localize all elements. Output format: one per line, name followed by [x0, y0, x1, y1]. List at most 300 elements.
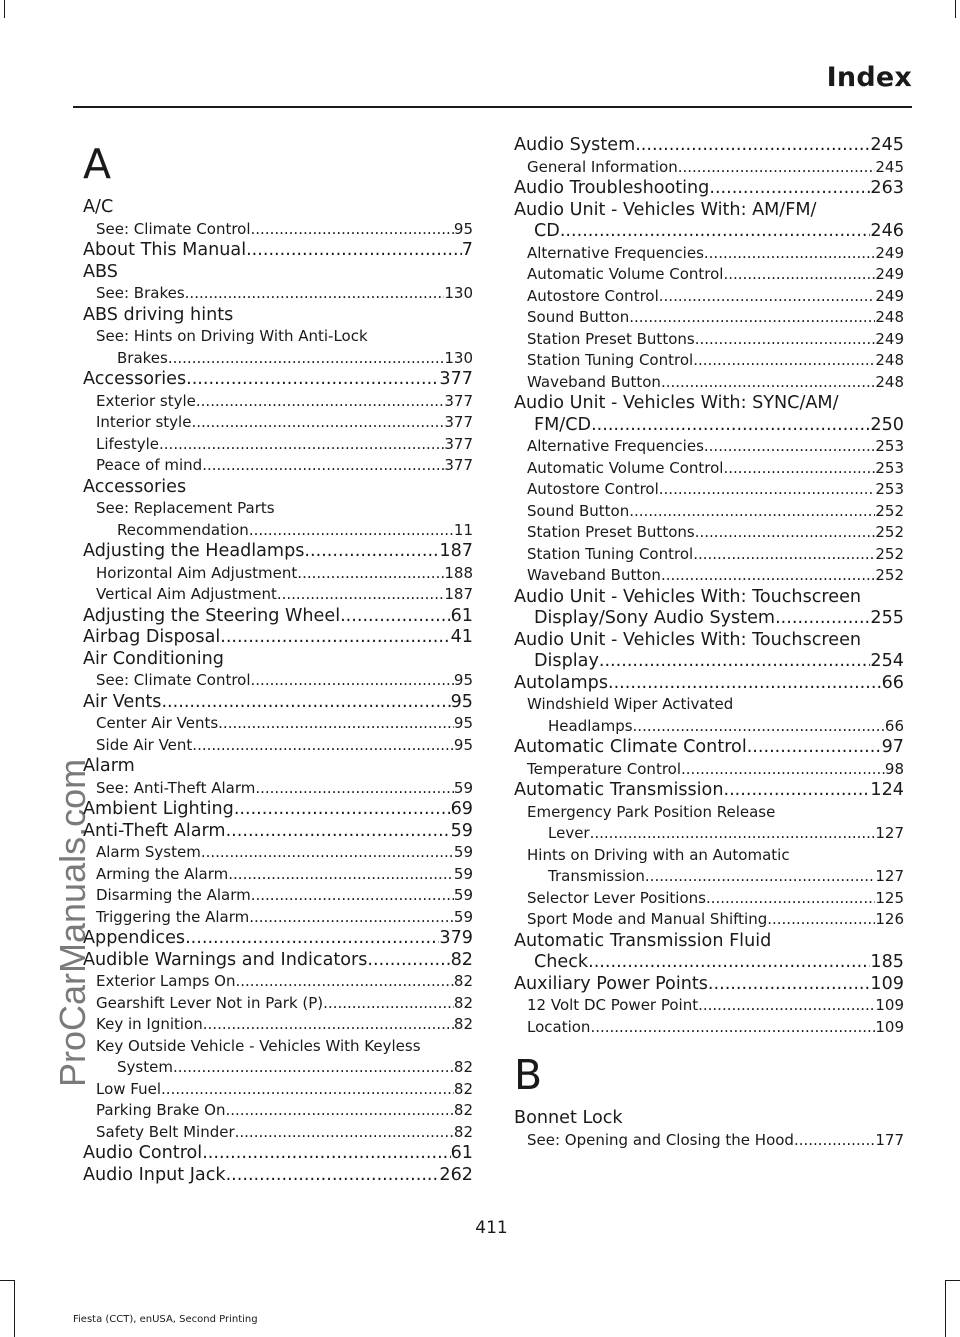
- index-heading: Air Conditioning: [83, 648, 224, 669]
- page-reference: 187: [444, 585, 473, 603]
- entry-text: Recommendation: [117, 520, 249, 539]
- index-subentry: [83, 455, 473, 477]
- page-title: Index: [826, 62, 912, 93]
- index-entry: [83, 692, 473, 714]
- index-subentry: [83, 778, 473, 800]
- page-reference: 95: [453, 219, 473, 238]
- page-reference: 263: [870, 178, 904, 198]
- index-subentry: [514, 307, 904, 329]
- index-heading: A/C: [83, 197, 114, 217]
- dot-leader: [747, 737, 882, 759]
- index-subentry: [83, 563, 473, 585]
- page-reference: 109: [875, 1017, 904, 1036]
- dot-leader: [695, 329, 876, 351]
- entry-text: Safety Belt Minder: [96, 1122, 235, 1141]
- index-heading: Audio Unit - Vehicles With: Touchscreen: [514, 586, 862, 607]
- entry-text: Triggering the Alarm: [96, 907, 250, 926]
- index-subentry: [83, 971, 473, 993]
- dot-leader: [560, 221, 871, 243]
- page-reference: 109: [870, 973, 904, 994]
- page-reference: 248: [875, 372, 904, 391]
- dot-leader: [323, 993, 454, 1015]
- page-reference: 249: [875, 265, 904, 283]
- dot-leader: [588, 952, 870, 974]
- index-entries-left: [83, 197, 473, 1186]
- page-reference: 95: [453, 714, 473, 732]
- page-reference: 95: [453, 671, 473, 689]
- dot-leader: [173, 1057, 454, 1079]
- dot-leader: [794, 1130, 875, 1152]
- index-entry: [514, 974, 904, 996]
- edition-note: Fiesta (CCT), enUSA, Second Printing: [73, 1314, 258, 1325]
- entry-text: FM/CD: [534, 414, 592, 435]
- entry-text: Station Preset Buttons: [527, 329, 695, 348]
- index-heading: Bonnet Lock: [514, 1108, 623, 1128]
- dot-leader: [236, 971, 454, 993]
- entry-text: Automatic Volume Control: [527, 458, 724, 477]
- index-subentry-text: See: Replacement Parts: [96, 499, 275, 517]
- dot-leader: [168, 348, 445, 370]
- page-reference: 41: [450, 627, 473, 647]
- dot-leader: [202, 1143, 450, 1165]
- entry-text: Disarming the Alarm: [96, 886, 251, 904]
- crop-mark: [945, 1280, 946, 1337]
- dot-leader: [629, 307, 875, 329]
- entry-text: Lifestyle: [96, 434, 160, 453]
- dot-leader: [645, 866, 875, 888]
- index-subentry-text: See: Hints on Driving With Anti-Lock: [96, 327, 368, 345]
- entry-text: Sound Button: [527, 308, 630, 326]
- page-reference: 252: [875, 544, 904, 563]
- index-subentry: [514, 372, 904, 394]
- index-entries-right-a: [514, 135, 904, 1038]
- page-reference: 66: [881, 672, 904, 693]
- dot-leader: [591, 415, 870, 437]
- entry-text: Anti-Theft Alarm: [83, 820, 226, 841]
- page-reference: 82: [453, 1122, 473, 1141]
- entry-text: Display/Sony Audio System: [534, 608, 776, 628]
- index-heading: Alarm: [83, 756, 135, 776]
- entry-text: Gearshift Lever Not in Park (P): [96, 993, 324, 1012]
- entry-text: Airbag Disposal: [83, 627, 221, 647]
- page-reference: 125: [875, 888, 904, 907]
- entry-text: Station Preset Buttons: [527, 523, 695, 541]
- index-subentry-text: Hints on Driving with an Automatic: [527, 845, 790, 864]
- entry-text: Autostore Control: [527, 286, 659, 305]
- dot-leader: [251, 670, 454, 692]
- page-reference: 61: [450, 1143, 473, 1163]
- index-subentry: [514, 1017, 904, 1039]
- dot-leader: [185, 283, 445, 305]
- page-reference: 69: [450, 799, 473, 819]
- index-heading: Audio Unit - Vehicles With: SYNC/AM/: [514, 393, 839, 413]
- index-entry: [83, 627, 473, 649]
- dot-leader: [226, 1100, 454, 1122]
- index-entry: [514, 952, 904, 974]
- dot-leader: [693, 350, 875, 372]
- page-reference: 377: [444, 391, 473, 410]
- page-reference: 377: [444, 456, 473, 474]
- page-reference: 253: [875, 480, 904, 498]
- page-reference: 130: [444, 348, 473, 367]
- page-reference: 82: [453, 972, 473, 990]
- dot-leader: [234, 799, 451, 821]
- index-column-left: [83, 135, 473, 1186]
- index-entry: [83, 821, 473, 843]
- entry-text: Audio System: [514, 135, 636, 155]
- entry-text: Check: [534, 952, 589, 972]
- dot-leader: [709, 178, 870, 200]
- dot-leader: [767, 909, 875, 931]
- entry-text: CD: [534, 221, 560, 241]
- entry-text: Audible Warnings and Indicators: [83, 949, 368, 970]
- index-subentry: [514, 350, 904, 372]
- index-entry: [514, 135, 904, 157]
- dot-leader: [695, 522, 876, 544]
- dot-leader: [255, 778, 454, 800]
- dot-leader: [304, 541, 439, 563]
- index-subentry-text: Key Outside Vehicle - Vehicles With Keyless: [96, 1036, 421, 1055]
- index-entry: [514, 415, 904, 437]
- index-subentry: [514, 866, 904, 888]
- dot-leader: [203, 1014, 454, 1036]
- dot-leader: [698, 995, 875, 1017]
- page-reference: 124: [870, 780, 904, 800]
- page-reference: 59: [453, 843, 473, 861]
- page-reference: 126: [875, 910, 904, 928]
- page-reference: 59: [453, 778, 473, 797]
- page-reference: 98: [884, 759, 904, 778]
- index-subentry: [83, 520, 473, 542]
- index-subentry: [83, 283, 473, 305]
- index-entry: [83, 1165, 473, 1187]
- entry-text: Adjusting the Headlamps: [83, 541, 305, 561]
- entry-text: Waveband Button: [527, 566, 661, 584]
- dot-leader: [218, 713, 454, 735]
- dot-leader: [185, 928, 439, 950]
- entry-text: Vertical Aim Adjustment: [96, 585, 277, 603]
- entry-text: Ambient Lighting: [83, 799, 234, 819]
- index-heading: ABS driving hints: [83, 304, 234, 325]
- dot-leader: [367, 950, 450, 972]
- index-subentry: [83, 864, 473, 886]
- entry-text: Automatic Climate Control: [514, 737, 747, 757]
- entry-text: Location: [527, 1017, 591, 1036]
- page-reference: 59: [453, 886, 473, 904]
- index-subentry: [514, 286, 904, 308]
- dot-leader: [159, 434, 444, 456]
- index-heading: ABS: [83, 261, 118, 282]
- page-reference: 250: [870, 414, 904, 435]
- index-entry: [83, 369, 473, 391]
- dot-leader: [340, 606, 451, 628]
- index-entry: [83, 950, 473, 972]
- page-reference: 379: [439, 928, 473, 948]
- page-reference: 245: [870, 135, 904, 155]
- dot-leader: [226, 1165, 440, 1187]
- dot-leader: [661, 565, 875, 587]
- page-reference: 82: [453, 1058, 473, 1076]
- entry-text: See: Anti-Theft Alarm: [96, 778, 256, 797]
- page-reference: 11: [453, 520, 473, 539]
- entry-text: Station Tuning Control: [527, 544, 694, 563]
- entry-text: Headlamps: [548, 716, 633, 735]
- entry-text: Selector Lever Positions: [527, 888, 706, 907]
- watermark: ProCarManuals.com: [52, 758, 93, 1087]
- dot-leader: [723, 780, 870, 802]
- dot-leader: [235, 1122, 454, 1144]
- dot-leader: [161, 692, 450, 714]
- index-entry: [83, 1143, 473, 1165]
- dot-leader: [706, 888, 875, 910]
- dot-leader: [723, 458, 875, 480]
- page-reference: 245: [875, 157, 904, 176]
- index-subentry: [83, 1079, 473, 1101]
- entry-text: Accessories: [83, 369, 187, 389]
- dot-leader: [704, 243, 875, 265]
- index-subentry: [83, 1057, 473, 1079]
- dot-leader: [590, 1017, 875, 1039]
- page-reference: 127: [875, 824, 904, 842]
- dot-leader: [659, 286, 876, 308]
- page-reference: 188: [444, 563, 473, 582]
- page-reference: 252: [875, 501, 904, 520]
- page-reference: 97: [881, 737, 904, 757]
- index-subentry: [83, 1100, 473, 1122]
- crop-mark: [4, 0, 5, 18]
- page-reference: 377: [439, 369, 473, 389]
- dot-leader: [635, 135, 870, 157]
- dot-leader: [723, 264, 875, 286]
- page-reference: 249: [875, 243, 904, 262]
- index-subentry: [83, 842, 473, 864]
- page-reference: 187: [439, 541, 473, 561]
- entry-text: Sport Mode and Manual Shifting: [527, 910, 768, 928]
- entry-text: Sound Button: [527, 501, 630, 520]
- index-subentry-text: Windshield Wiper Activated: [527, 695, 734, 713]
- dot-leader: [220, 627, 450, 649]
- page-reference: 262: [439, 1164, 473, 1185]
- index-subentry: [83, 412, 473, 434]
- index-subentry: [83, 434, 473, 456]
- index-entry: [514, 673, 904, 695]
- index-entry: [514, 737, 904, 759]
- index-subentry: [83, 885, 473, 907]
- index-subentry: [514, 909, 904, 931]
- page-reference: 59: [453, 864, 473, 883]
- index-entry: [83, 606, 473, 628]
- dot-leader: [775, 608, 870, 630]
- dot-leader: [633, 716, 885, 738]
- index-subentry: [83, 713, 473, 735]
- index-subentry: [514, 479, 904, 501]
- dot-leader: [590, 823, 876, 845]
- index-entry: [83, 541, 473, 563]
- page-reference: 82: [453, 1101, 473, 1119]
- entry-text: Parking Brake On: [96, 1101, 226, 1119]
- entry-text: Appendices: [83, 928, 186, 948]
- page-reference: 253: [875, 437, 904, 455]
- dot-leader: [186, 369, 439, 391]
- section-letter-a: A: [83, 140, 112, 188]
- entry-text: Autolamps: [514, 672, 608, 693]
- index-heading: Audio Unit - Vehicles With: AM/FM/: [514, 199, 817, 220]
- crop-mark: [945, 1280, 960, 1281]
- dot-leader: [704, 436, 875, 458]
- index-subentry: [514, 823, 904, 845]
- section-letter-b: B: [514, 1051, 543, 1099]
- crop-mark: [14, 1280, 15, 1337]
- entry-text: About This Manual: [83, 240, 247, 260]
- page-reference: 59: [450, 820, 473, 841]
- entry-text: Center Air Vents: [96, 714, 219, 732]
- entry-text: Waveband Button: [527, 372, 661, 391]
- page-reference: 82: [453, 1015, 473, 1033]
- page-reference: 177: [875, 1130, 904, 1149]
- entry-text: 12 Volt DC Power Point: [527, 996, 699, 1014]
- entry-text: Alarm System: [96, 843, 201, 861]
- index-entry: [514, 178, 904, 200]
- dot-leader: [161, 1079, 454, 1101]
- index-subentry: [514, 716, 904, 738]
- page-reference: 66: [884, 716, 904, 735]
- index-subentry: [514, 888, 904, 910]
- page-reference: 249: [875, 329, 904, 348]
- dot-leader: [249, 907, 454, 929]
- entry-text: General Information: [527, 157, 678, 176]
- entry-text: Exterior Lamps On: [96, 972, 236, 990]
- entry-text: Low Fuel: [96, 1079, 162, 1098]
- index-subentry: [83, 348, 473, 370]
- dot-leader: [277, 584, 445, 606]
- page-reference: 61: [450, 605, 473, 626]
- index-subentry: [514, 1130, 904, 1152]
- page-reference: 82: [450, 949, 473, 970]
- index-subentry: [514, 436, 904, 458]
- index-subentry: [83, 1122, 473, 1144]
- index-heading: Accessories: [83, 476, 187, 497]
- entry-text: Horizontal Aim Adjustment: [96, 563, 298, 582]
- dot-leader: [226, 821, 451, 843]
- page-reference: 95: [453, 735, 473, 754]
- index-subentry: [514, 329, 904, 351]
- dot-leader: [629, 501, 875, 523]
- entry-text: See: Climate Control: [96, 671, 251, 689]
- index-heading: Audio Unit - Vehicles With: Touchscreen: [514, 629, 862, 650]
- index-subentry: [514, 995, 904, 1017]
- header-divider: [73, 106, 912, 108]
- page-reference: 109: [875, 996, 904, 1014]
- index-subentry: [514, 458, 904, 480]
- index-entry: [514, 780, 904, 802]
- index-heading: Automatic Transmission Fluid: [514, 930, 772, 951]
- entry-text: Air Vents: [83, 691, 162, 712]
- index-entry: [83, 928, 473, 950]
- page-reference: 254: [870, 651, 904, 671]
- dot-leader: [191, 412, 444, 434]
- entry-text: Transmission: [548, 867, 645, 885]
- page-reference: 246: [870, 221, 904, 241]
- index-entry: [83, 799, 473, 821]
- entry-text: Lever: [548, 824, 590, 842]
- index-subentry: [514, 544, 904, 566]
- index-subentry: [83, 670, 473, 692]
- dot-leader: [251, 885, 454, 907]
- index-subentry: [514, 565, 904, 587]
- dot-leader: [228, 864, 454, 886]
- dot-leader: [249, 520, 454, 542]
- dot-leader: [599, 651, 871, 673]
- entry-text: Interior style: [96, 413, 192, 431]
- entry-text: Automatic Volume Control: [527, 265, 724, 283]
- entry-text: Display: [534, 651, 599, 671]
- index-subentry: [83, 219, 473, 241]
- dot-leader: [202, 455, 444, 477]
- entry-text: See: Brakes: [96, 284, 185, 302]
- dot-leader: [661, 372, 875, 394]
- index-entry: [514, 651, 904, 673]
- page-reference: 59: [453, 907, 473, 926]
- entry-text: See: Opening and Closing the Hood: [527, 1130, 794, 1149]
- dot-leader: [192, 735, 454, 757]
- page-reference: 252: [875, 523, 904, 541]
- entry-text: Exterior style: [96, 391, 196, 410]
- dot-leader: [659, 479, 876, 501]
- index-entry: [83, 240, 473, 262]
- index-subentry: [514, 243, 904, 265]
- index-subentry: [514, 264, 904, 286]
- page-reference: 377: [444, 413, 473, 431]
- index-subentry: [83, 993, 473, 1015]
- page-reference: 130: [444, 284, 473, 302]
- index-entries-right-b: [514, 1108, 904, 1151]
- entry-text: Audio Control: [83, 1143, 203, 1163]
- index-subentry: [514, 501, 904, 523]
- dot-leader: [693, 544, 875, 566]
- page-number: 411: [475, 1218, 508, 1238]
- index-subentry: [83, 391, 473, 413]
- index-subentry: [514, 759, 904, 781]
- entry-text: Automatic Transmission: [514, 780, 724, 800]
- index-subentry: [83, 907, 473, 929]
- entry-text: Adjusting the Steering Wheel: [83, 605, 341, 626]
- dot-leader: [297, 563, 444, 585]
- page-reference: 82: [453, 1079, 473, 1098]
- entry-text: Auxiliary Power Points: [514, 973, 708, 994]
- entry-text: Key in Ignition: [96, 1015, 203, 1033]
- entry-text: Brakes: [117, 348, 168, 367]
- index-entry: [514, 608, 904, 630]
- index-entry: [514, 221, 904, 243]
- dot-leader: [246, 240, 462, 262]
- page-reference: 253: [875, 458, 904, 477]
- dot-leader: [681, 759, 885, 781]
- dot-leader: [196, 391, 444, 413]
- entry-text: Side Air Vent: [96, 735, 193, 754]
- entry-text: Station Tuning Control: [527, 351, 694, 369]
- entry-text: Audio Input Jack: [83, 1164, 226, 1185]
- index-subentry: [514, 157, 904, 179]
- page-reference: 7: [461, 240, 473, 260]
- page-reference: 249: [875, 286, 904, 305]
- index-subentry-text: Emergency Park Position Release: [527, 802, 776, 821]
- page-reference: 95: [450, 691, 473, 712]
- entry-text: Alternative Frequencies: [527, 243, 704, 262]
- index-subentry: [514, 522, 904, 544]
- page-reference: 185: [870, 952, 904, 972]
- index-column-right: [514, 135, 904, 1151]
- entry-text: See: Climate Control: [96, 219, 251, 238]
